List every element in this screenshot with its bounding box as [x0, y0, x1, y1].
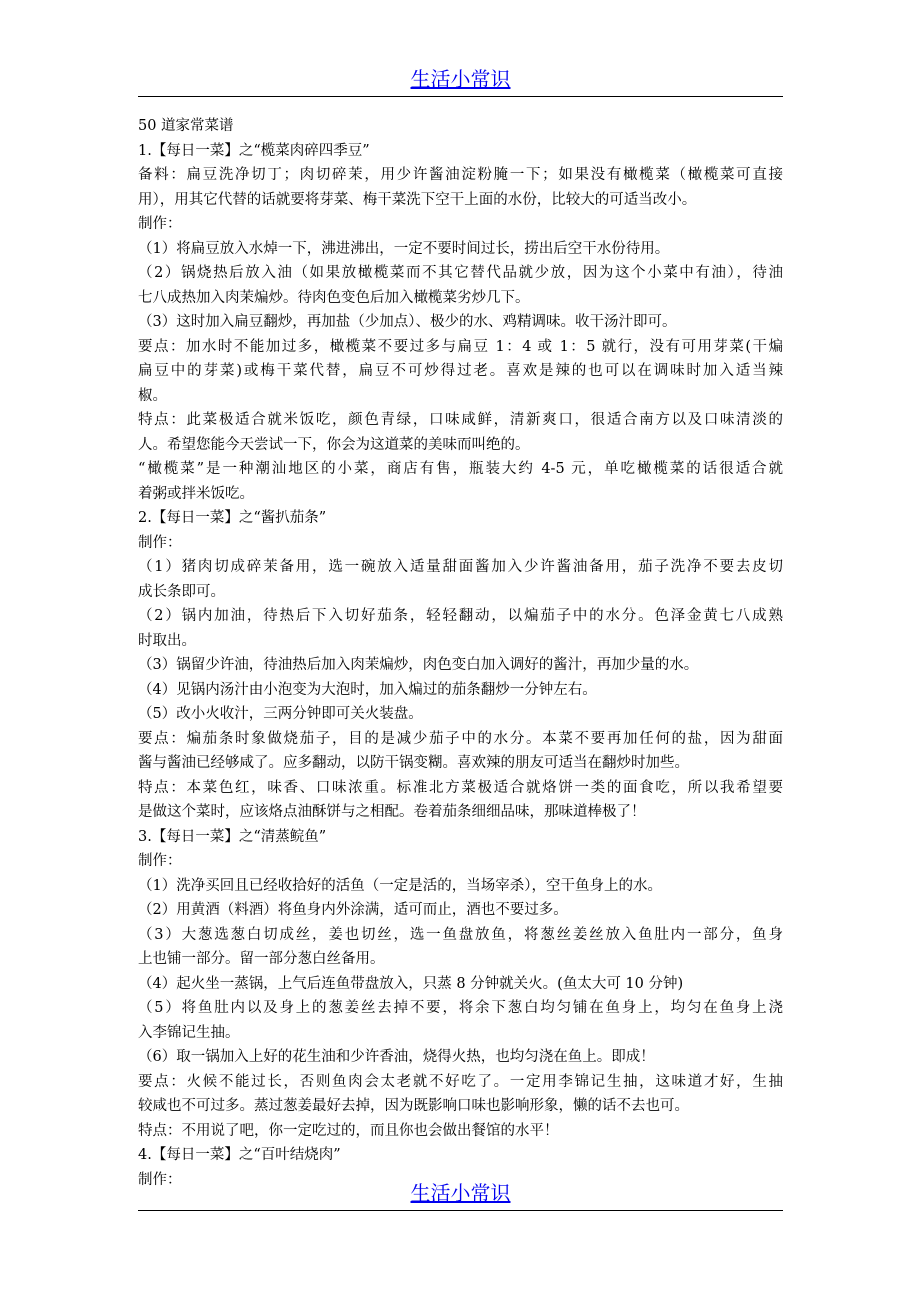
text-line: 制作：: [138, 534, 182, 551]
document-body: [138, 114, 783, 1192]
text-line: 是做这个菜时，应该烙点油酥饼与之相配。卷着茄条细细品味，那味道棒极了！: [138, 804, 646, 820]
text-line: 制作：: [138, 853, 182, 869]
text-line: 成长条即可。: [138, 583, 225, 600]
text-line: （2）锅内加油，待热后下入切好茄条，轻轻翻动，以煸茄子中的水分。色泽金黄七八成熟: [138, 608, 783, 624]
text-line: 人。希望您能今天尝试一下，你会为这道菜的美味而叫绝的。: [138, 436, 530, 453]
text-line: 椒。: [138, 387, 167, 404]
footer-site-link[interactable]: 生活小常识: [410, 1181, 511, 1205]
text-line: 2.【每日一菜】之“酱扒茄条”: [138, 510, 327, 526]
text-line: 酱与酱油已经够咸了。应多翻动，以防干锅变糊。喜欢辣的朋友可适当在翻炒时加些。: [138, 755, 689, 771]
text-line: （3）这时加入扁豆翻炒，再加盐（少加点）、极少的水、鸡精调味。收干汤汁即可。: [138, 314, 677, 330]
text-line: 要点：煸茄条时象做烧茄子，目的是减少茄子中的水分。本菜不要再加任何的盐，因为甜面: [138, 730, 783, 747]
text-line: 七八成热加入肉茉煸炒。待肉色变色后加入橄榄菜劣炒几下。: [138, 289, 530, 306]
text-line: 较咸也不可过多。蒸过葱姜最好去掉，因为既影响口味也影响形象，懒的话不去也可。: [138, 1098, 689, 1114]
text-line: 着粥或拌米饭吃。: [138, 485, 254, 502]
header-site-link[interactable]: 生活小常识: [410, 67, 511, 91]
text-line: 制作：: [138, 216, 182, 232]
text-line: 4.【每日一菜】之“百叶结烧肉”: [138, 1147, 341, 1163]
text-line: 时取出。: [138, 632, 196, 649]
text-line: 用），用其它代替的话就要将芽菜、梅干菜洗下空干上面的水份，比较大的可适当改小。: [138, 191, 697, 208]
text-line: （3）大葱选葱白切成丝，姜也切丝，选一鱼盘放鱼，将葱丝姜丝放入鱼肚内一部分，鱼身: [138, 926, 783, 943]
text-line: （4）起火坐一蒸锅，上气后连鱼带盘放入，只蒸 8 分钟就关火。(鱼太大可 10 分钟): [138, 975, 684, 992]
text-line: “橄榄菜”是一种潮汕地区的小菜，商店有售，瓶装大约 4-5 元，单吃橄榄菜的话很适合就: [138, 461, 783, 477]
text-line: （1）将扁豆放入水焯一下，沸进沸出，一定不要时间过长，捞出后空干水份待用。: [138, 240, 670, 257]
text-line: （2）用黄酒（料酒）将鱼身内外涂满，适可而止，酒也不要过多。: [138, 902, 568, 918]
text-line: 要点：加水时不能加过多，橄榄菜不要过多与扁豆 1：4 或 1：5 就行，没有可用芽菜(干煸: [138, 338, 783, 355]
text-line: 制作：: [138, 1171, 182, 1188]
text-line: 要点：火候不能过长，否则鱼肉会太老就不好吃了。一定用李锦记生抽，这味道才好，生抽: [138, 1073, 783, 1090]
text-line: 上也铺一部分。留一部分葱白丝备用。: [138, 951, 385, 967]
text-line: （6）取一锅加入上好的花生油和少许香油，烧得火热，也均匀浇在鱼上。即成！: [138, 1049, 655, 1065]
text-line: 备料：扁豆洗净切丁；肉切碎茉，用少许酱油淀粉腌一下；如果没有橄榄菜（橄榄菜可直接: [138, 167, 783, 183]
text-line: 扁豆中的芽菜)或梅干菜代替，扁豆不可炒得过老。喜欢是辣的也可以在调味时加入适当辣: [138, 363, 783, 379]
text-line: 特点：本菜色红，味香、口味浓重。标准北方菜极适合就烙饼一类的面食吃，所以我希望要: [138, 779, 783, 796]
text-line: 1.【每日一菜】之“榄菜肉碎四季豆”: [138, 142, 370, 159]
text-line: （5）将鱼肚内以及身上的葱姜丝去掉不要，将余下葱白均匀铺在鱼身上，均匀在鱼身上浇: [138, 1000, 783, 1016]
text-line: （3）锅留少许油，待油热后加入肉茉煸炒，肉色变白加入调好的酱汁，再加少量的水。: [138, 657, 699, 673]
text-line: 50 道家常菜谱: [138, 118, 234, 134]
text-line: （5）改小火收汁，三两分钟即可关火装盘。: [138, 706, 423, 722]
text-line: 特点：此菜极适合就米饭吃，颜色青绿，口味咸鲜，清新爽口，很适合南方以及口味清淡的: [138, 412, 783, 428]
text-line: 特点：不用说了吧，你一定吃过的，而且你也会做出餐馆的水平！: [138, 1122, 559, 1139]
text-line: （2）锅烧热后放入油（如果放橄榄菜而不其它替代品就少放，因为这个小菜中有油），待油: [138, 265, 783, 281]
text-line: 入李锦记生抽。: [138, 1024, 240, 1041]
text-line: 3.【每日一菜】之“清蒸鲩鱼”: [138, 828, 327, 845]
text-line: （1）猪肉切成碎茉备用，选一碗放入适量甜面酱加入少许酱油备用，茄子洗净不要去皮切: [138, 559, 783, 575]
page-footer: [138, 1178, 783, 1211]
page-header: [138, 64, 783, 97]
text-line: （4）见锅内汤汁由小泡变为大泡时，加入煸过的茄条翻炒一分钟左右。: [138, 681, 597, 698]
text-line: （1）洗净买回且已经收拾好的活鱼（一定是活的，当场宰杀），空干鱼身上的水。: [138, 877, 662, 894]
